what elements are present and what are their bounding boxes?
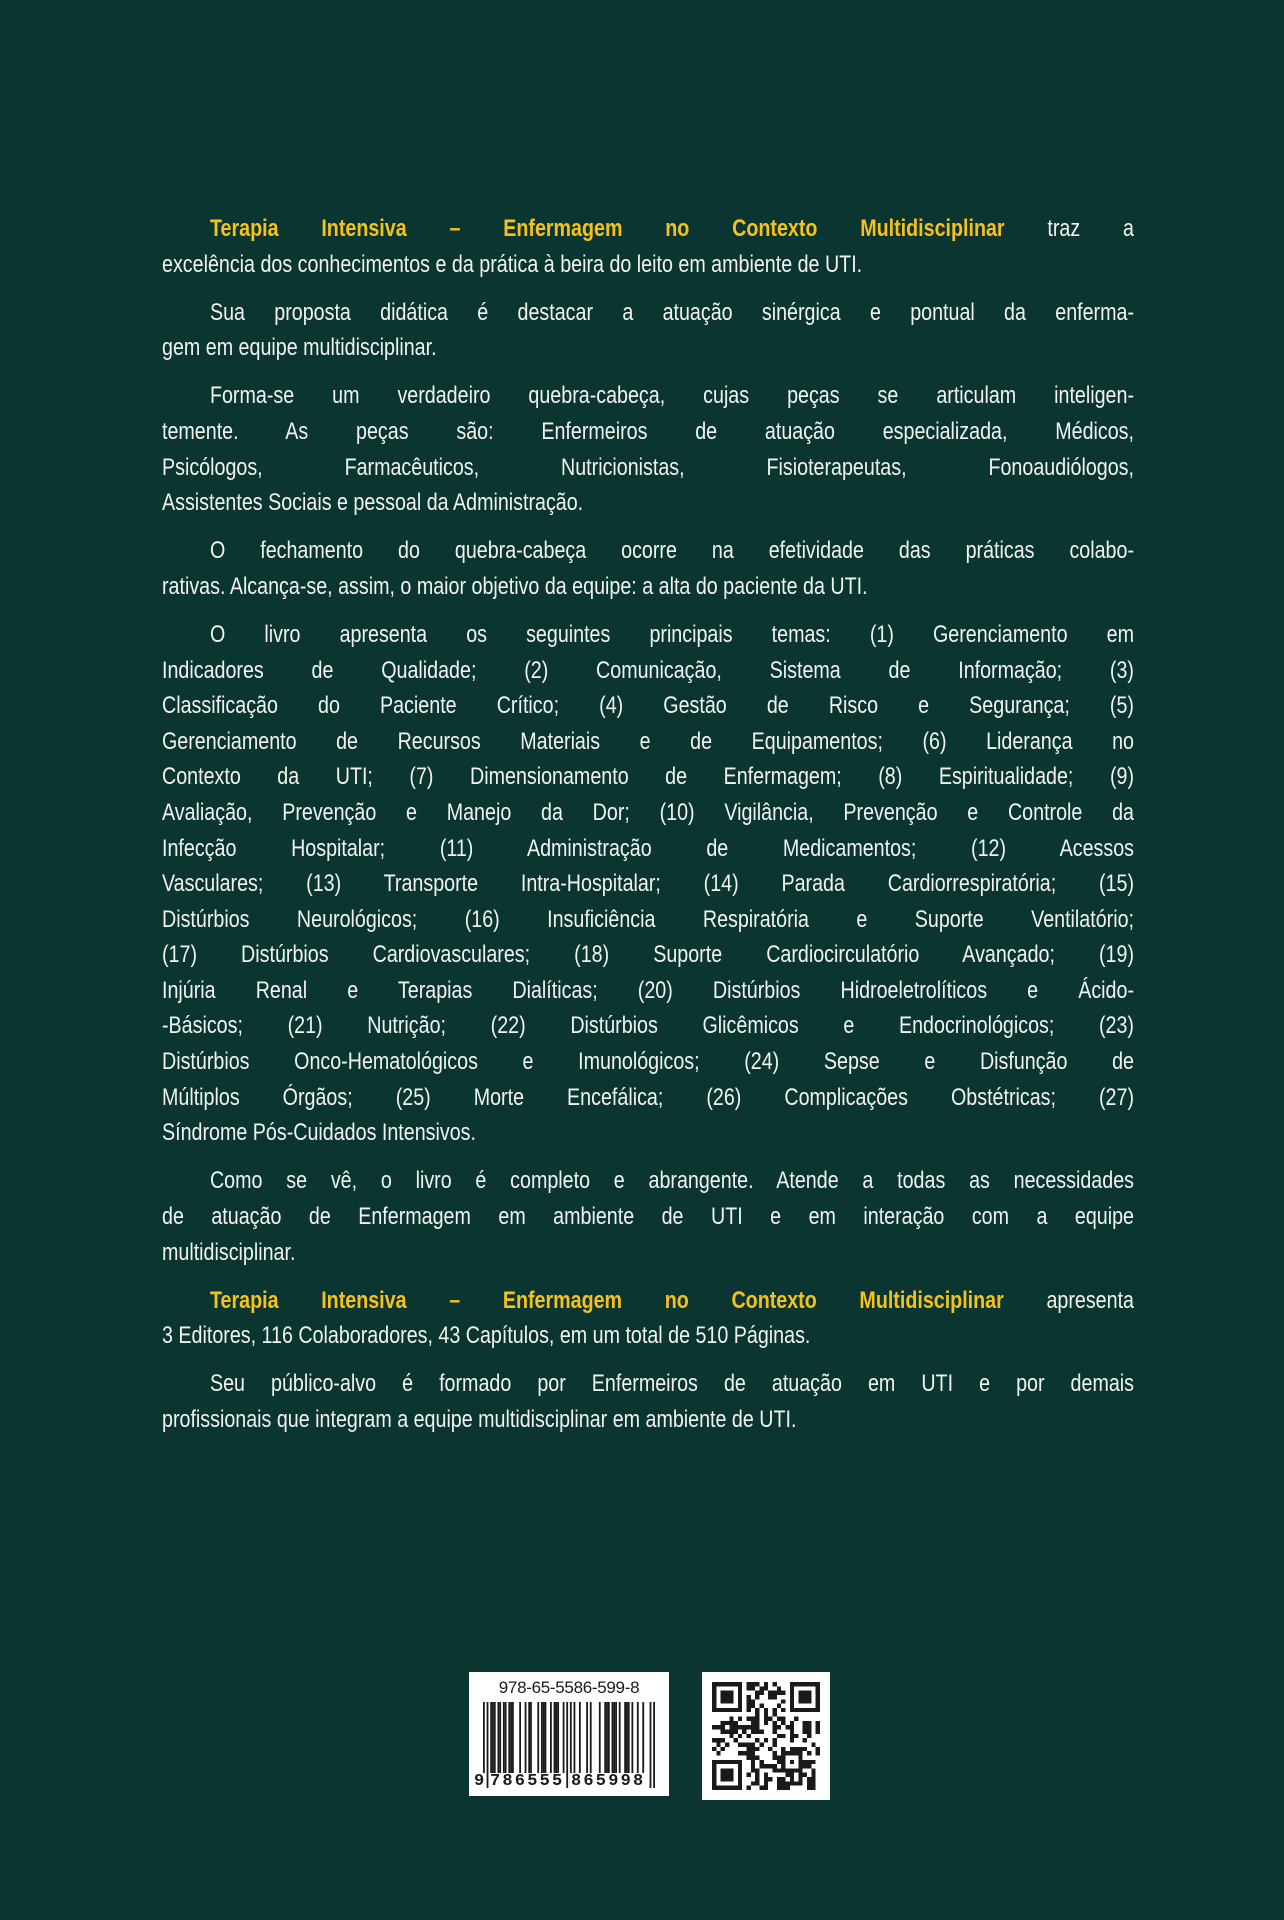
- ean-digits: [475, 1771, 663, 1791]
- line-text: 3 Editores, 116 Colaboradores, 43 Capítulos, em um total de 510 Páginas.: [162, 1322, 811, 1350]
- line-text: Distúrbios Neurológicos; (16) Insuficiência Respiratória e Suporte Ventilatório;: [162, 905, 1134, 933]
- line-text: Sua proposta didática é destacar a atuação sinérgica e pontual da enferma-: [209, 298, 1134, 326]
- line-text: rativas. Alcança-se, assim, o maior objetivo da equipe: a alta do paciente da UTI.: [162, 572, 868, 600]
- qr-code: [702, 1672, 830, 1800]
- line-text: (17) Distúrbios Cardiovasculares; (18) Suporte Cardiocirculatório Avançado; (19): [162, 941, 1134, 969]
- line-text: Distúrbios Onco-Hematológicos e Imunológicos; (24) Sepse e Disfunção de: [162, 1048, 1134, 1076]
- line-text: O livro apresenta os seguintes principais temas: (1) Gerenciamento em: [209, 620, 1134, 648]
- ean-digits-right: 865998: [571, 1772, 646, 1791]
- paragraph: [162, 378, 1134, 520]
- line-text: gem em equipe multidisciplinar.: [162, 334, 437, 362]
- line-text: Indicadores de Qualidade; (2) Comunicação, Sistema de Informação; (3): [162, 656, 1134, 684]
- line-text: multidisciplinar.: [162, 1238, 296, 1266]
- text-line: [162, 1115, 1134, 1151]
- paragraph: [162, 533, 1134, 604]
- line-text: Contexto da UTI; (7) Dimensionamento de Enfermagem; (8) Espiritualidade; (9): [162, 763, 1134, 791]
- text-line: [162, 211, 1134, 247]
- text-line: [162, 1318, 1134, 1354]
- line-text: Seu público-alvo é formado por Enfermeiros de atuação em UTI e por demais: [209, 1370, 1134, 1398]
- book-title-highlight: Terapia Intensiva – Enfermagem no Contexto Multidisciplinar: [209, 1286, 1004, 1314]
- paragraph: [162, 617, 1134, 1151]
- line-text: Múltiplos Órgãos; (25) Morte Encefálica; (26) Complicações Obstétricas; (27): [162, 1083, 1134, 1111]
- text-line: [162, 414, 1134, 450]
- text-line: [162, 247, 1134, 283]
- line-text: Psicólogos, Farmacêuticos, Nutricionistas, Fisioterapeutas, Fonoaudiólogos,: [162, 453, 1134, 481]
- line-text: apresenta: [1003, 1286, 1134, 1314]
- text-line: [162, 688, 1134, 724]
- line-text: Assistentes Sociais e pessoal da Administração.: [162, 489, 584, 517]
- text-line: [162, 1283, 1134, 1319]
- text-line: [162, 1044, 1134, 1080]
- text-line: [162, 937, 1134, 973]
- text-line: [162, 724, 1134, 760]
- paragraph: [162, 1163, 1134, 1270]
- ean-digit-first: 9: [474, 1772, 485, 1791]
- text-line: [162, 1080, 1134, 1116]
- paragraph: [162, 295, 1134, 366]
- line-text: Forma-se um verdadeiro quebra-cabeça, cujas peças se articulam inteligen-: [209, 382, 1134, 410]
- text-line: [162, 450, 1134, 486]
- paragraph: [162, 211, 1134, 282]
- text-line: [162, 569, 1134, 605]
- text-line: [162, 617, 1134, 653]
- isbn-barcode: [469, 1672, 669, 1796]
- text-line: [162, 1008, 1134, 1044]
- text-line: [162, 795, 1134, 831]
- book-title-highlight: Terapia Intensiva – Enfermagem no Contexto Multidisciplinar: [209, 215, 1005, 242]
- line-text: Como se vê, o livro é completo e abrangente. Atende a todas as necessidades: [209, 1167, 1134, 1195]
- isbn-label: 978-65-5586-599-8: [498, 1678, 640, 1697]
- text-line: [162, 533, 1134, 569]
- text-line: [162, 378, 1134, 414]
- text-line: [162, 973, 1134, 1009]
- qr-code-icon: [712, 1682, 820, 1790]
- text-line: [162, 902, 1134, 938]
- text-line: [162, 866, 1134, 902]
- text-line: [162, 653, 1134, 689]
- line-text: -Básicos; (21) Nutrição; (22) Distúrbios Glicêmicos e Endocrinológicos; (23): [162, 1012, 1134, 1040]
- text-line: [162, 1235, 1134, 1271]
- blurb-text: [162, 211, 1134, 1450]
- text-line: [162, 1199, 1134, 1235]
- line-text: Infecção Hospitalar; (11) Administração de Medicamentos; (12) Acessos: [162, 834, 1134, 862]
- line-text: profissionais que integram a equipe multidisciplinar em ambiente de UTI.: [162, 1405, 797, 1433]
- text-line: [162, 831, 1134, 867]
- text-line: [162, 1366, 1134, 1402]
- line-text: traz a: [1004, 215, 1134, 242]
- paragraph: [162, 1283, 1134, 1354]
- line-text: Síndrome Pós-Cuidados Intensivos.: [162, 1119, 476, 1147]
- line-text: Injúria Renal e Terapias Dialíticas; (20) Distúrbios Hidroeletrolíticos e Ácido-: [162, 976, 1134, 1004]
- text-line: [162, 759, 1134, 795]
- line-text: Vasculares; (13) Transporte Intra-Hospitalar; (14) Parada Cardiorrespiratória; (15): [162, 870, 1134, 898]
- line-text: Gerenciamento de Recursos Materiais e de Equipamentos; (6) Liderança no: [162, 727, 1134, 755]
- line-text: de atuação de Enfermagem em ambiente de UTI e em interação com a equipe: [162, 1202, 1134, 1230]
- line-text: O fechamento do quebra-cabeça ocorre na efetividade das práticas colabo-: [209, 537, 1134, 565]
- text-line: [162, 485, 1134, 521]
- text-line: [162, 330, 1134, 366]
- paragraph: [162, 1366, 1134, 1437]
- line-text: Avaliação, Prevenção e Manejo da Dor; (10) Vigilância, Prevenção e Controle da: [162, 798, 1134, 826]
- line-text: temente. As peças são: Enfermeiros de atuação especializada, Médicos,: [162, 417, 1134, 445]
- line-text: excelência dos conhecimentos e da prática à beira do leito em ambiente de UTI.: [162, 250, 863, 278]
- line-text: Classificação do Paciente Crítico; (4) Gestão de Risco e Segurança; (5): [162, 692, 1134, 720]
- text-line: [162, 295, 1134, 331]
- text-line: [162, 1163, 1134, 1199]
- ean-digits-left: 786555: [490, 1772, 565, 1791]
- text-line: [162, 1402, 1134, 1438]
